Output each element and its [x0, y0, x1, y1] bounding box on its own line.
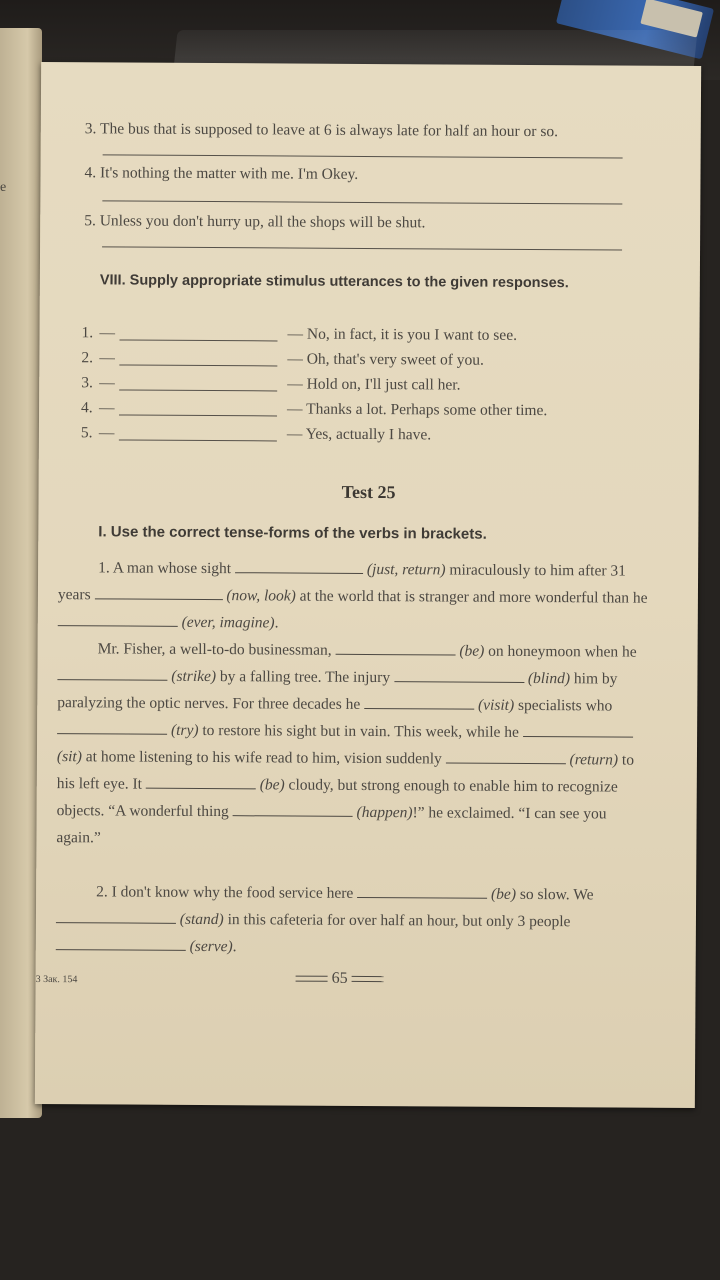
response-row-5: 5. — — Yes, actually I have.	[80, 424, 432, 444]
blank-line	[58, 613, 178, 627]
ornament-left	[296, 976, 328, 982]
blank-line	[235, 560, 363, 574]
paragraph-1: 1. A man whose sight (just, return) miraculously to him after 31 years (now, look) at the world that is stranger and more wonderful than he (ever, imagine).	[57, 559, 648, 632]
blank-line	[119, 364, 277, 366]
blank-line	[394, 669, 524, 683]
blank-line	[57, 667, 167, 681]
blank-line	[357, 885, 487, 899]
paragraph-3: 2. I don't know why the food service here (be) so slow. We (stand) in this cafeteria for over half an hour, but only 3 people (serve).	[56, 878, 646, 963]
paragraph-2: Mr. Fisher, a well-to-do businessman, (be) on honeymoon when he (strike) by a falling tree. The injury (blind) him by paralyzing the optic nerves. For three decades he (visit) specialists who (try) to restore his sight but in vain. This week, while he (sit) at home listening to his wife read to him, vision suddenly (return) to his left eye. It (be) cloudy, but strong enough to enable him to recognize objects. “A wonderful thing (happen)!” he exclaimed. “I can see you again.”	[56, 640, 637, 847]
answer-line	[103, 154, 623, 158]
response-row-3: 3. — — Hold on, I'll just call her.	[81, 374, 461, 394]
blank-line	[57, 721, 167, 735]
blank-line	[233, 803, 353, 817]
blank-line	[146, 776, 256, 790]
ornament-right	[352, 976, 384, 982]
response-row-4: 4. — — Thanks a lot. Perhaps some other time.	[81, 399, 548, 420]
blank-line	[335, 642, 455, 656]
exercise-item-5: 5. Unless you don't hurry up, all the shops will be shut.	[84, 212, 426, 232]
left-page-letter: e	[0, 180, 7, 195]
blank-line	[56, 937, 186, 951]
exercise-item-3: 3. The bus that is supposed to leave at 6 is always late for half an hour or so.	[84, 120, 559, 141]
test-title: Test 25	[341, 481, 396, 503]
exercise-item-4: 4. It's nothing the matter with me. I'm Okey.	[84, 164, 359, 183]
answer-line	[102, 200, 622, 204]
answer-line	[102, 246, 622, 250]
blank-line	[119, 389, 277, 391]
book-page	[35, 62, 701, 1108]
response-row-1: 1. — — No, in fact, it is you I want to see.	[81, 324, 518, 344]
response-row-2: 2. — — Oh, that's very sweet of you.	[81, 349, 484, 369]
blank-line	[56, 910, 176, 924]
blank-line	[523, 724, 633, 738]
blank-line	[119, 414, 277, 416]
blank-line	[364, 696, 474, 710]
page-number-block	[296, 970, 384, 989]
test-heading: I. Use the correct tense-forms of the verbs in brackets.	[98, 523, 487, 543]
section-viii-heading: VIII. Supply appropriate stimulus utterances to the given responses.	[99, 272, 569, 292]
blank-line	[446, 750, 566, 764]
blank-line	[119, 439, 277, 441]
blank-line	[119, 339, 277, 341]
blank-line	[94, 586, 222, 600]
page-number: 65	[331, 969, 348, 987]
print-code: 3 Зак. 154	[35, 973, 78, 986]
